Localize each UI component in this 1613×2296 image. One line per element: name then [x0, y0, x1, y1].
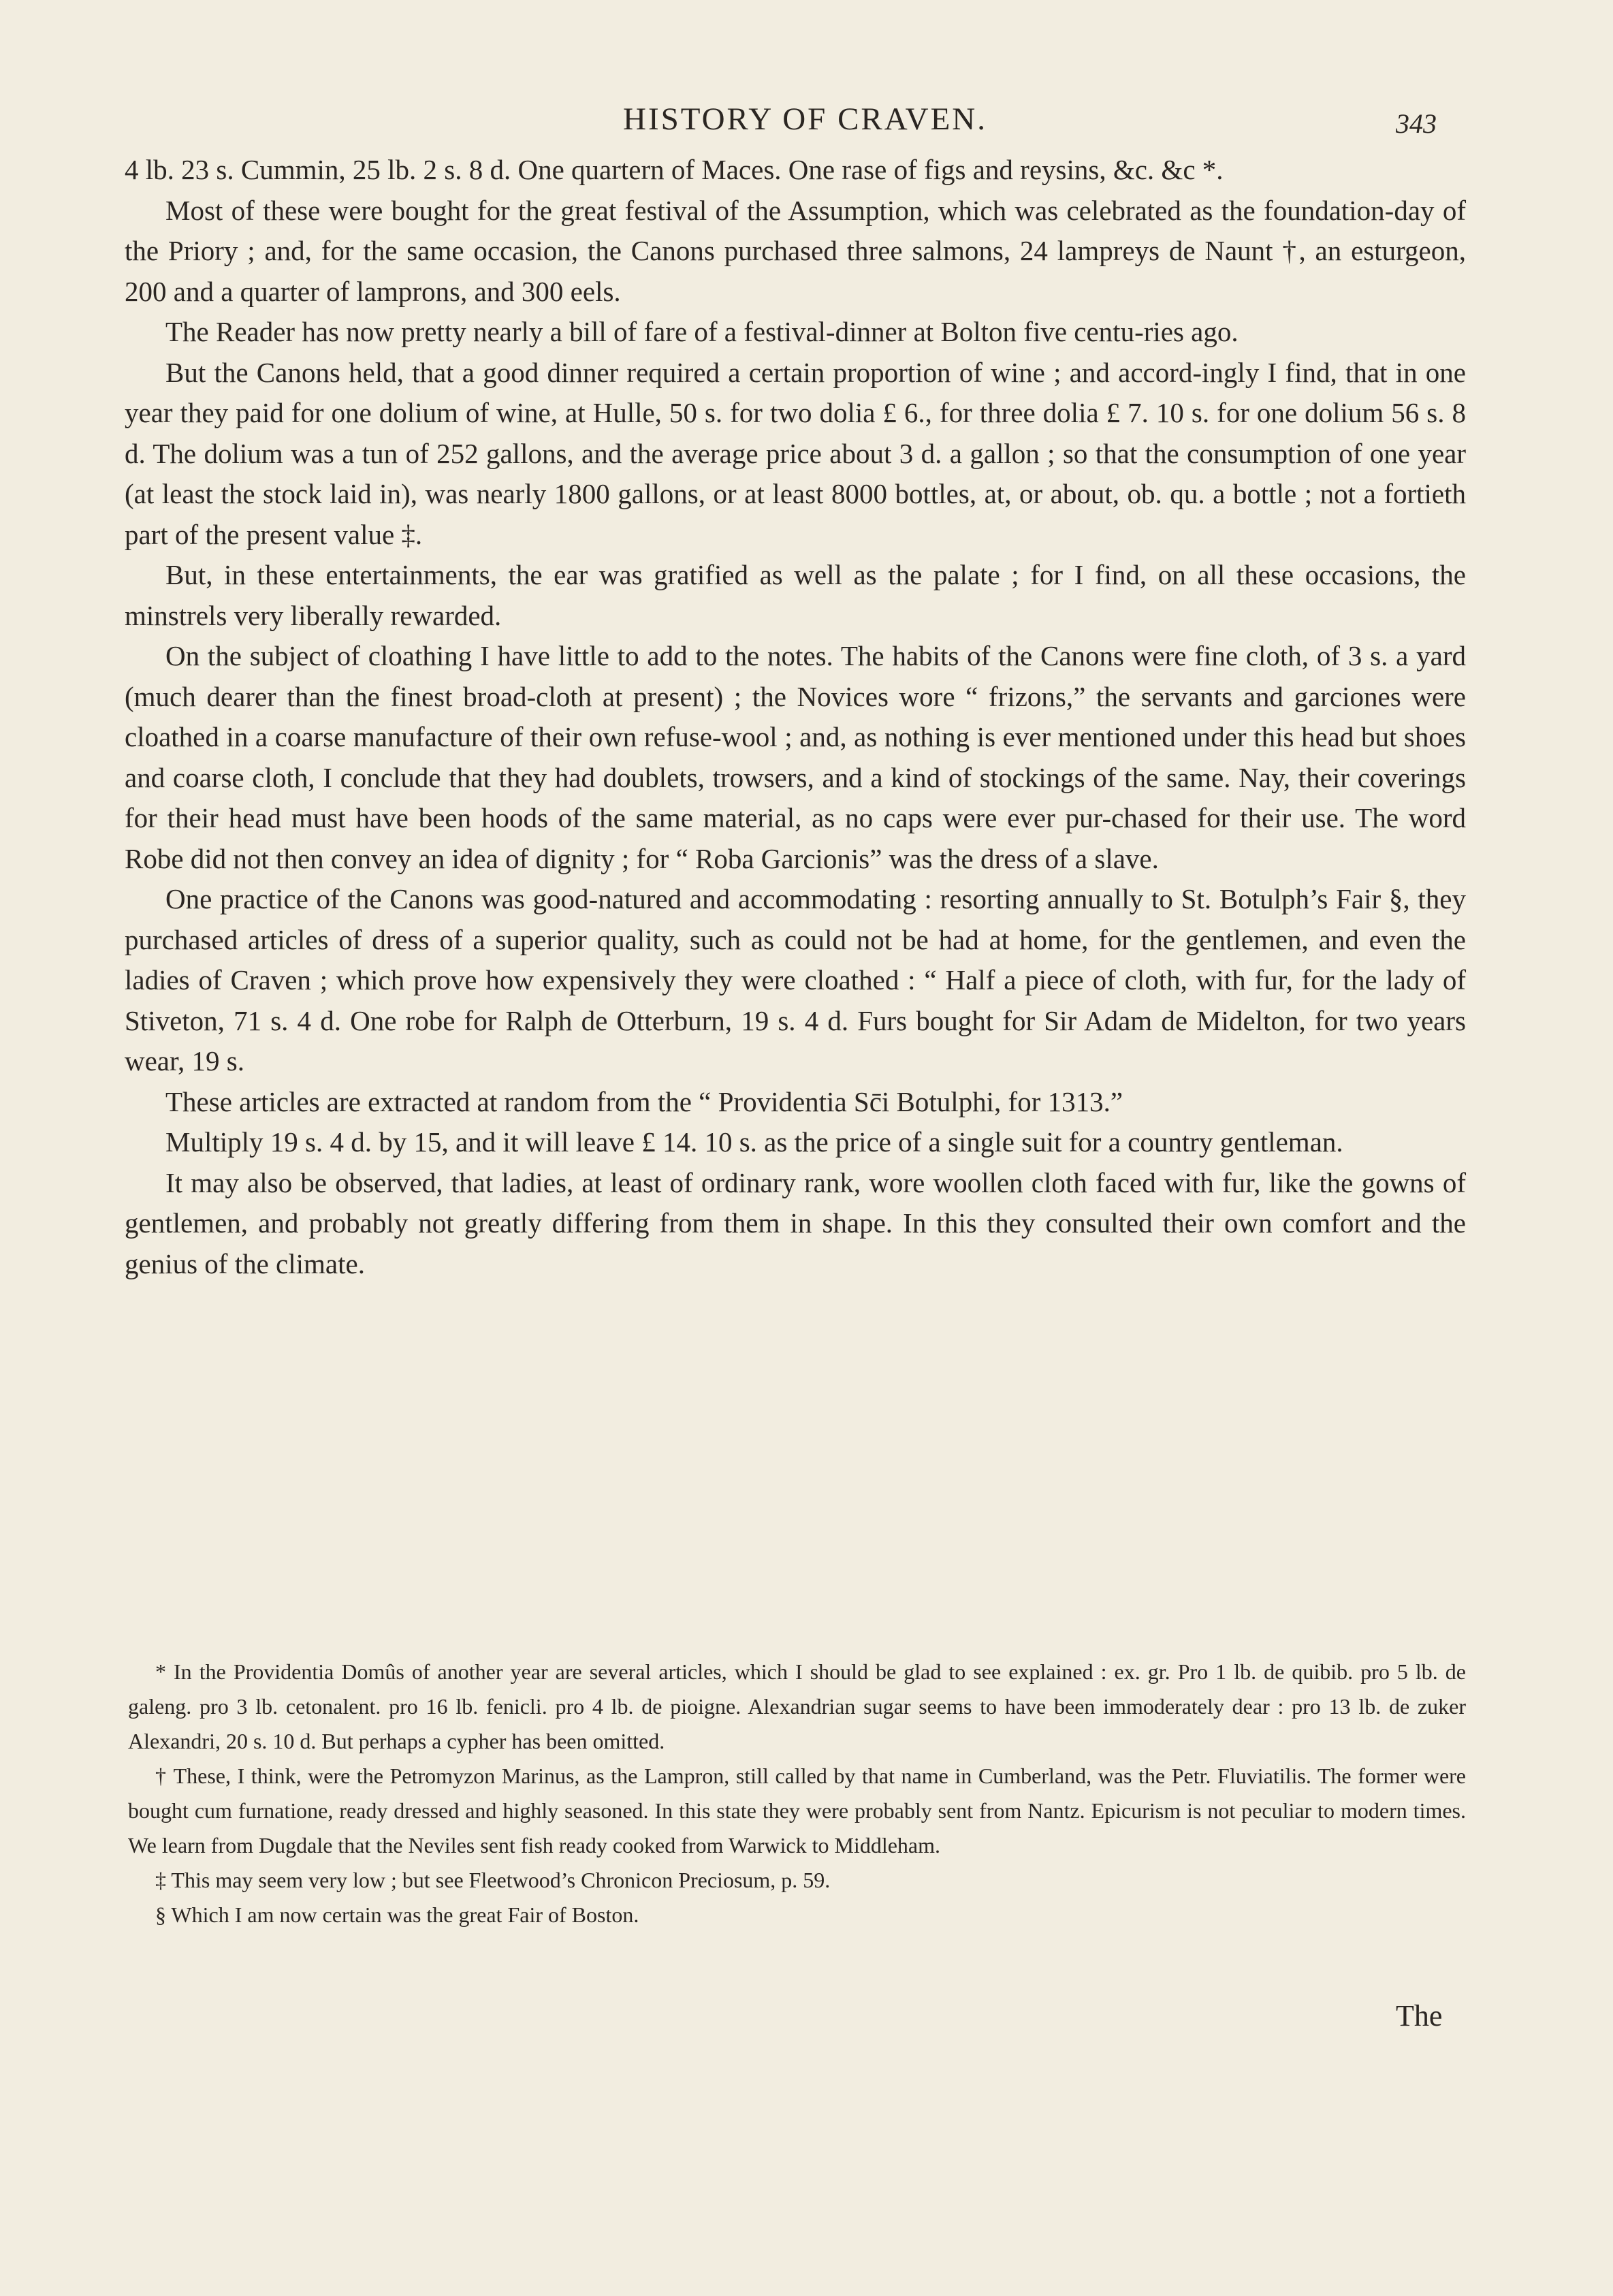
paragraph: It may also be observed, that ladies, at least of ordinary rank, wore woollen cloth faced with fur, like the gowns of gentlemen, and probably not greatly differing from them in shape. In this they consulted their own comfort and the genius of the climate.	[125, 1166, 1466, 1279]
footnote: * In the Providentia Domûs of another year are several articles, which I should be glad to see explained : ex. gr. Pro 1 lb. de quibib. pro 5 lb. de galeng. pro 3 lb. cetonalent. pro 16 lb. fenicli. pro 4 lb. de pioigne. Alexandrian sugar seems to have been immoderately dear : pro 13 lb. de zuker Alexandri, 20 s. 10 d. But perhaps a cypher has been omitted.	[128, 1659, 1466, 1753]
footnotes	[128, 1655, 1466, 1932]
paragraph: These articles are extracted at random from the “ Providentia Sc̄i Botulphi, for 1313.”	[165, 1085, 1123, 1117]
footnote: § Which I am now certain was the great Fair of Boston.	[155, 1902, 639, 1927]
paragraph: But, in these entertainments, the ear was gratified as well as the palate ; for I find, on all these occasions, the minstrels very liberally rewarded.	[125, 559, 1466, 631]
paragraph: Most of these were bought for the great festival of the Assumption, which was celebrated as the foundation-day of the Priory ; and, for the same occasion, the Canons purchased three salmons, 24 lampreys de Naunt †, an esturgeon, 200 and a quarter of lamprons, and 300 eels.	[125, 194, 1466, 307]
paragraph: 4 lb. 23 s. Cummin, 25 lb. 2 s. 8 d. One quartern of Maces. One rase of figs and reysins, &c. &c *.	[125, 154, 1224, 185]
running-head	[0, 101, 1613, 148]
catchword: The	[1396, 1999, 1443, 2032]
body-text	[125, 150, 1466, 1284]
page-number: 343	[1396, 108, 1437, 139]
paragraph: One practice of the Canons was good-natured and accommodating : resorting annually to St. Botulph’s Fair §, they purchased articles of dress of a superior quality, such as could not be had at home, for the gentlemen, and even the ladies of Craven ; which prove how expensively they were cloathed : “ Half a piece of cloth, with fur, for the lady of Stiveton, 71 s. 4 d. One robe for Ralph de Otterburn, 19 s. 4 d. Furs bought for Sir Adam de Midelton, for two years wear, 19 s.	[125, 883, 1466, 1077]
paragraph: Multiply 19 s. 4 d. by 15, and it will leave £ 14. 10 s. as the price of a single suit for a country gentleman.	[165, 1126, 1343, 1158]
footnote: † These, I think, were the Petromyzon Marinus, as the Lampron, still called by that name in Cumberland, was the Petr. Fluviatilis. The former were bought cum furnatione, ready dressed and highly seasoned. In this state they were probably sent from Nantz. Epicurism is not peculiar to modern times. We learn from Dugdale that the Neviles sent fish ready cooked from Warwick to Middleham.	[128, 1764, 1466, 1857]
paragraph: The Reader has now pretty nearly a bill of fare of a festival-dinner at Bolton five centu-ries ago.	[165, 316, 1239, 347]
running-title: HISTORY OF CRAVEN.	[623, 101, 987, 137]
footnote: ‡ This may seem very low ; but see Fleetwood’s Chronicon Preciosum, p. 59.	[155, 1868, 831, 1892]
paragraph: On the subject of cloathing I have little to add to the notes. The habits of the Canons were fine cloth, of 3 s. a yard (much dearer than the finest broad-cloth at present) ; the Novices wore “ frizons,” the servants and garciones were cloathed in a coarse manufacture of their own refuse-wool ; and, as nothing is ever mentioned under this head but shoes and coarse cloth, I conclude that they had doublets, trowsers, and a kind of stockings of the same. Nay, their coverings for their head must have been hoods of the same material, as no caps were ever pur-chased for their use. The word Robe did not then convey an idea of dignity ; for “ Roba Garcionis” was the dress of a slave.	[125, 640, 1466, 874]
paragraph: But the Canons held, that a good dinner required a certain proportion of wine ; and accord-ingly I find, that in one year they paid for one dolium of wine, at Hulle, 50 s. for two dolia £ 6., for three dolia £ 7. 10 s. for one dolium 56 s. 8 d. The dolium was a tun of 252 gallons, and the average price about 3 d. a gallon ; so that the consumption of one year (at least the stock laid in), was nearly 1800 gallons, or at least 8000 bottles, at, or about, ob. qu. a bottle ; not a fortieth part of the present value ‡.	[125, 356, 1466, 550]
